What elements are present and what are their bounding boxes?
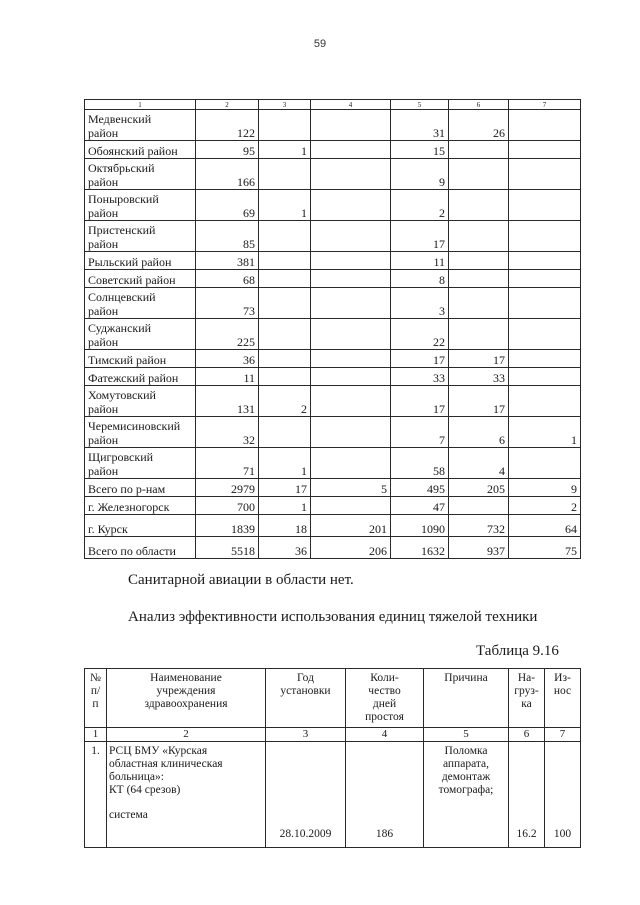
value-cell: 32	[196, 417, 259, 448]
district-name-line: Всего по р-нам	[88, 482, 166, 496]
column-header-line: чество	[368, 685, 401, 697]
value-cell: 1	[259, 497, 311, 515]
column-header-line: простоя	[365, 711, 404, 723]
table-row	[85, 110, 581, 141]
district-name	[85, 141, 196, 159]
column-header-line: ка	[521, 698, 532, 710]
column-header	[107, 669, 266, 728]
value-cell: 73	[196, 288, 259, 319]
district-name	[85, 479, 196, 497]
value-cell	[449, 497, 509, 515]
column-header-line: №	[90, 672, 101, 684]
value-cell: 31	[391, 110, 449, 141]
value-cell: 95	[196, 141, 259, 159]
value-cell	[509, 252, 581, 270]
value-cell: 1	[259, 141, 311, 159]
district-name-line: район	[88, 433, 119, 447]
value-cell: 33	[449, 368, 509, 386]
value-cell: 2	[259, 386, 311, 417]
value-cell: 17	[391, 221, 449, 252]
table-row	[85, 742, 581, 848]
district-name-line: Пристенский	[88, 223, 156, 237]
district-name-line: район	[88, 126, 119, 140]
value-cell	[449, 141, 509, 159]
table-row	[85, 479, 581, 497]
downtime-days: 186	[346, 742, 424, 848]
value-cell: 2	[509, 497, 581, 515]
column-index-cell: 5	[424, 728, 509, 742]
district-name-line: Поныровский	[88, 192, 159, 206]
district-name	[85, 448, 196, 479]
district-name-line: Рыльский район	[88, 255, 172, 269]
value-cell	[449, 159, 509, 190]
column-index-cell: 7	[545, 728, 581, 742]
district-name-line: район	[88, 335, 119, 349]
value-cell	[311, 270, 391, 288]
district-name-line: г. Курск	[88, 522, 128, 536]
value-cell: 58	[391, 448, 449, 479]
district-name	[85, 515, 196, 537]
institution-name-line: областная клиническая	[109, 758, 223, 770]
district-name	[85, 350, 196, 368]
value-cell	[259, 221, 311, 252]
value-cell: 122	[196, 110, 259, 141]
value-cell	[509, 190, 581, 221]
value-cell: 1090	[391, 515, 449, 537]
column-index-cell: 3	[259, 100, 311, 110]
column-header-line: На-	[517, 672, 536, 684]
column-header	[346, 669, 424, 728]
value-cell: 1	[259, 448, 311, 479]
district-name-line: Черемисиновский	[88, 419, 181, 433]
column-header-line: нос	[553, 685, 572, 697]
value-cell: 33	[391, 368, 449, 386]
value-cell	[311, 319, 391, 350]
institution-name-line: система	[109, 809, 148, 821]
value-cell: 71	[196, 448, 259, 479]
value-cell	[311, 252, 391, 270]
table-row	[85, 350, 581, 368]
value-cell	[311, 159, 391, 190]
value-cell: 5518	[196, 537, 259, 559]
district-name	[85, 368, 196, 386]
district-name	[85, 319, 196, 350]
value-cell	[259, 417, 311, 448]
value-cell: 206	[311, 537, 391, 559]
value-cell	[509, 448, 581, 479]
column-index-row	[85, 100, 581, 110]
column-index-cell: 5	[391, 100, 449, 110]
value-cell: 201	[311, 515, 391, 537]
column-header-line: груз-	[514, 685, 539, 697]
district-name	[85, 288, 196, 319]
district-name	[85, 110, 196, 141]
table-row	[85, 288, 581, 319]
value-cell	[509, 350, 581, 368]
table-row	[85, 141, 581, 159]
column-index-cell: 3	[266, 728, 346, 742]
value-cell	[449, 288, 509, 319]
value-cell: 36	[259, 537, 311, 559]
column-header	[509, 669, 545, 728]
value-cell	[509, 221, 581, 252]
table-row	[85, 270, 581, 288]
value-cell	[259, 252, 311, 270]
table-row	[85, 319, 581, 350]
table-row	[85, 497, 581, 515]
district-name-line: Щигровский	[88, 450, 154, 464]
value-cell: 64	[509, 515, 581, 537]
value-cell: 9	[391, 159, 449, 190]
value-cell	[509, 368, 581, 386]
district-name-line: Обоянский район	[88, 144, 178, 158]
value-cell	[259, 159, 311, 190]
district-name-line: Тимский район	[88, 353, 167, 367]
value-cell	[509, 159, 581, 190]
column-index-cell: 6	[509, 728, 545, 742]
value-cell	[449, 319, 509, 350]
district-name-line: Хомутовский	[88, 388, 156, 402]
value-cell	[311, 110, 391, 141]
district-name	[85, 159, 196, 190]
value-cell	[259, 350, 311, 368]
installation-year: 28.10.2009	[266, 742, 346, 848]
value-cell: 4	[449, 448, 509, 479]
district-name-line: район	[88, 206, 119, 220]
value-cell	[509, 110, 581, 141]
page-number: 59	[313, 38, 327, 50]
value-cell: 8	[391, 270, 449, 288]
value-cell	[449, 270, 509, 288]
value-cell: 15	[391, 141, 449, 159]
downtime-reason-line: демонтаж	[441, 771, 491, 783]
column-index-cell: 1	[85, 100, 196, 110]
value-cell: 5	[311, 479, 391, 497]
institution-name-line: РСЦ БМУ «Курская	[109, 745, 208, 757]
column-header-line: дней	[372, 698, 397, 710]
value-cell: 166	[196, 159, 259, 190]
row-number: 1.	[85, 742, 107, 848]
downtime-reason	[424, 742, 509, 848]
value-cell: 69	[196, 190, 259, 221]
table-row	[85, 417, 581, 448]
value-cell: 11	[391, 252, 449, 270]
district-name-line: Советский район	[88, 273, 176, 287]
value-cell	[509, 386, 581, 417]
column-header-line: учреждения	[156, 685, 216, 697]
institution-name-line: КТ (64 срезов)	[109, 784, 181, 796]
value-cell	[509, 141, 581, 159]
district-name	[85, 417, 196, 448]
table-row	[85, 448, 581, 479]
value-cell: 2	[391, 190, 449, 221]
column-header	[545, 669, 581, 728]
value-cell	[259, 270, 311, 288]
column-header-line: Причина	[444, 672, 488, 684]
value-cell: 11	[196, 368, 259, 386]
value-cell	[449, 252, 509, 270]
district-name	[85, 270, 196, 288]
value-cell	[311, 190, 391, 221]
value-cell: 68	[196, 270, 259, 288]
value-cell	[311, 448, 391, 479]
value-cell	[259, 319, 311, 350]
value-cell: 6	[449, 417, 509, 448]
district-name-line: Фатежский район	[88, 371, 179, 385]
district-name-line: Всего по области	[88, 544, 176, 558]
table-row	[85, 386, 581, 417]
value-cell: 700	[196, 497, 259, 515]
value-cell: 131	[196, 386, 259, 417]
table-row	[85, 159, 581, 190]
value-cell: 22	[391, 319, 449, 350]
district-name-line: Медвенский	[88, 112, 152, 126]
value-cell	[311, 368, 391, 386]
value-cell	[509, 288, 581, 319]
column-index-cell: 4	[346, 728, 424, 742]
district-name	[85, 386, 196, 417]
institution-name-line	[109, 797, 263, 809]
value-cell: 17	[449, 386, 509, 417]
table-row	[85, 515, 581, 537]
value-cell	[259, 110, 311, 141]
value-cell: 75	[509, 537, 581, 559]
column-header-line: Год	[297, 672, 314, 684]
downtime-reason-line: томографа;	[438, 784, 494, 796]
value-cell: 495	[391, 479, 449, 497]
heavy-equipment-table	[84, 668, 581, 848]
value-cell	[449, 190, 509, 221]
value-cell	[311, 221, 391, 252]
column-header-line: Наименование	[150, 672, 222, 684]
district-name-line: район	[88, 304, 119, 318]
value-cell: 3	[391, 288, 449, 319]
value-cell: 2979	[196, 479, 259, 497]
value-cell: 36	[196, 350, 259, 368]
column-header	[85, 669, 107, 728]
value-cell: 18	[259, 515, 311, 537]
column-index-row	[85, 728, 581, 742]
value-cell: 85	[196, 221, 259, 252]
column-index-cell: 1	[85, 728, 107, 742]
district-name	[85, 190, 196, 221]
value-cell: 1632	[391, 537, 449, 559]
column-index-cell: 2	[107, 728, 266, 742]
column-header-line: Коли-	[370, 672, 399, 684]
section-title: Анализ эффективности использования единиц тяжелой техники	[128, 609, 538, 625]
institution-name-line: больница»:	[109, 771, 164, 783]
district-name-line: район	[88, 175, 119, 189]
value-cell: 225	[196, 319, 259, 350]
equipment-wear: 100	[545, 742, 581, 848]
value-cell: 205	[449, 479, 509, 497]
district-name-line: Солнцевский	[88, 290, 156, 304]
column-header-line: здравоохранения	[144, 698, 228, 710]
value-cell	[311, 288, 391, 319]
value-cell	[311, 417, 391, 448]
value-cell: 26	[449, 110, 509, 141]
district-name-line: район	[88, 402, 119, 416]
district-name-line: Суджанский	[88, 321, 152, 335]
table-row	[85, 252, 581, 270]
value-cell	[449, 221, 509, 252]
column-header-line: Из-	[554, 672, 571, 684]
value-cell	[509, 270, 581, 288]
column-index-cell: 7	[509, 100, 581, 110]
value-cell: 1	[259, 190, 311, 221]
equipment-load: 16.2	[509, 742, 545, 848]
table-row	[85, 368, 581, 386]
value-cell: 937	[449, 537, 509, 559]
district-name	[85, 252, 196, 270]
value-cell: 17	[259, 479, 311, 497]
table-row	[85, 221, 581, 252]
value-cell	[259, 368, 311, 386]
district-name	[85, 497, 196, 515]
value-cell	[259, 288, 311, 319]
table-row	[85, 190, 581, 221]
table-header-row	[85, 669, 581, 728]
column-header-line: п	[92, 698, 99, 710]
district-name	[85, 537, 196, 559]
district-name	[85, 221, 196, 252]
table-caption: Таблица 9.16	[476, 643, 559, 659]
column-index-cell: 2	[196, 100, 259, 110]
column-header	[424, 669, 509, 728]
value-cell: 47	[391, 497, 449, 515]
value-cell: 1	[509, 417, 581, 448]
value-cell	[509, 319, 581, 350]
value-cell	[311, 497, 391, 515]
sanitary-aviation-note: Санитарной авиации в области нет.	[128, 572, 354, 588]
value-cell: 9	[509, 479, 581, 497]
value-cell	[311, 386, 391, 417]
column-header	[266, 669, 346, 728]
downtime-reason-line: Поломка	[444, 745, 488, 757]
value-cell	[311, 350, 391, 368]
district-name-line: район	[88, 464, 119, 478]
value-cell: 17	[391, 350, 449, 368]
column-index-cell: 4	[311, 100, 391, 110]
column-index-cell: 6	[449, 100, 509, 110]
column-header-line: п/	[90, 685, 101, 697]
downtime-reason-line: аппарата,	[442, 758, 490, 770]
district-name-line: район	[88, 237, 119, 251]
table-row	[85, 537, 581, 559]
district-statistics-table	[84, 99, 581, 559]
value-cell: 17	[449, 350, 509, 368]
column-header-line: установки	[280, 685, 331, 697]
value-cell: 732	[449, 515, 509, 537]
value-cell: 381	[196, 252, 259, 270]
value-cell: 17	[391, 386, 449, 417]
value-cell: 7	[391, 417, 449, 448]
district-name-line: Октябрьский	[88, 161, 155, 175]
district-name-line: г. Железногорск	[88, 500, 170, 514]
value-cell: 1839	[196, 515, 259, 537]
value-cell	[311, 141, 391, 159]
institution-name	[107, 742, 266, 848]
